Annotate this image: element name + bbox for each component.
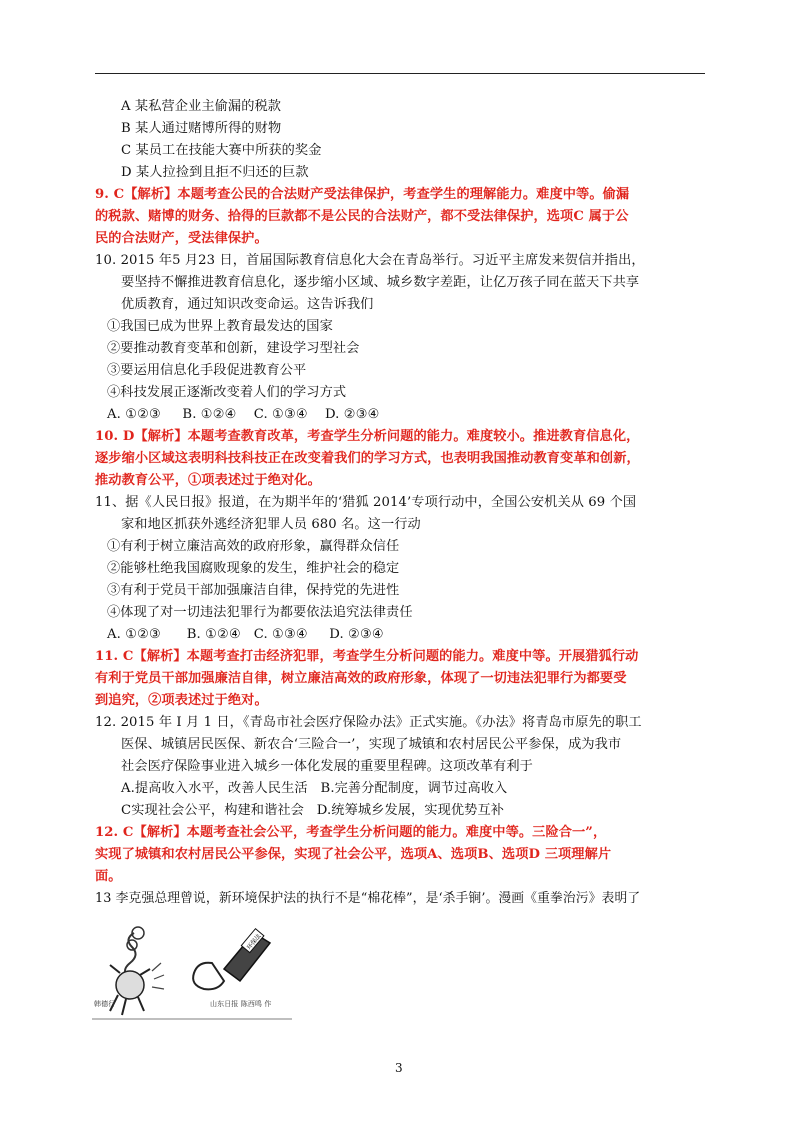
- cartoon-caption-right: 山东日报 陈西鸣 作: [210, 1000, 272, 1008]
- q10-item: ②要推动教育变革和创新，建设学习型社会: [107, 341, 360, 356]
- q9-option-b: B 某人通过赌博所得的财物: [121, 121, 282, 136]
- q12-stem-line: 12. 2015 年 I 月 1 日，《青岛市社会医疗保险办法》正式实施。《办法》将青岛市原先的职工: [95, 715, 642, 730]
- q10-answer-line: 推动教育公平，①项表述过于绝对化。: [95, 473, 321, 488]
- cartoon-caption-left: 韩德行: [94, 1000, 116, 1008]
- fist: [193, 963, 224, 990]
- q10-stem-line: 10. 2015 年5 月23 日，首届国际教育信息化大会在青岛举行。习近平主席发来贺信并指出，: [95, 253, 645, 268]
- q11-choices: A. ①②③ B. ①②④ C. ①③④ D. ②③④: [107, 627, 384, 642]
- q12-stem-line: 医保、城镇居民医保、新农合‘三险合一’，实现了城镇和农村居民公平参保，成为我市: [121, 737, 622, 752]
- q11-stem-line: 11、据《人民日报》报道，在为期半年的‘猎狐 2014’专项行动中，全国公安机关从 69 个国: [95, 495, 637, 510]
- q11-stem-line: 家和地区抓获外逃经济犯罪人员 680 名。这一行动: [121, 517, 421, 532]
- polluter-body: [116, 971, 144, 999]
- cartoon-image: [92, 912, 292, 1034]
- q9-option-d: D 某人拉捡到且拒不归还的巨款: [121, 165, 309, 180]
- q11-item: ②能够杜绝我国腐败现象的发生，维护社会的稳定: [107, 561, 400, 576]
- q9-option-a: A 某私营企业主偷漏的税款: [121, 99, 282, 114]
- q12-answer-line: 面。: [95, 869, 122, 884]
- q9-answer-line: 民的合法财产，受法律保护。: [95, 231, 268, 246]
- q11-answer-line: 到追究，②项表述过于绝对。: [95, 693, 268, 708]
- q11-item: ③有利于党员干部加强廉洁自律，保持党的先进性: [107, 583, 400, 598]
- fist-label: 环保法: [245, 932, 263, 952]
- q10-choices: A. ①②③ B. ①②④ C. ①③④ D. ②③④: [107, 407, 380, 422]
- q12-stem-line: 社会医疗保险事业进入城乡一体化发展的重要里程碑。这项改革有利于: [121, 759, 533, 774]
- q9-answer-line: 9. C【解析】本题考查公民的合法财产受法律保护，考查学生的理解能力。难度中等。偷漏: [95, 187, 630, 202]
- q12-answer-line: 实现了城镇和农村居民公平参保，实现了社会公平，选项A、选项B、选项D 三项理解片: [95, 847, 612, 862]
- page-number: 3: [395, 1061, 403, 1075]
- impact-lines: [152, 963, 164, 989]
- q10-item: ①我国已成为世界上教育最发达的国家: [107, 319, 333, 334]
- q12-option-row: C实现社会公平，构建和谐社会 D.统筹城乡发展，实现优势互补: [121, 803, 505, 818]
- q13-stem: 13 李克强总理曾说，新环境保护法的执行不是“棉花棒”，是‘杀手锏’。漫画《重拳治污》表明了: [95, 891, 641, 906]
- q10-answer-line: 10. D【解析】本题考查教育改革，考查学生分析问题的能力。难度较小。推进教育信息化，: [95, 429, 640, 444]
- q10-answer-line: 逐步缩小区域这表明科技科技正在改变着我们的学习方式，也表明我国推动教育变革和创新，: [95, 451, 640, 466]
- q10-item: ③要运用信息化手段促进教育公平: [107, 363, 307, 378]
- q11-item: ④体现了对一切违法犯罪行为都要依法追究法律责任: [107, 605, 413, 620]
- q10-stem-line: 要坚持不懈推进教育信息化，逐步缩小区域、城乡数字差距，让亿万孩子同在蓝天下共享: [121, 275, 640, 290]
- q10-item: ④科技发展正逐渐改变着人们的学习方式: [107, 385, 347, 400]
- smoke-puff: [127, 940, 137, 950]
- q10-stem-line: 优质教育，通过知识改变命运。这告诉我们: [121, 297, 374, 312]
- q11-item: ①有利于树立廉洁高效的政府形象，赢得群众信任: [107, 539, 400, 554]
- q11-answer-line: 有利于党员干部加强廉洁自律，树立廉洁高效的政府形象，体现了一切违法犯罪行为都要受: [95, 671, 627, 686]
- q9-option-c: C 某员工在技能大赛中所获的奖金: [121, 143, 322, 158]
- q9-answer-line: 的税款、赌博的财务、拾得的巨款都不是公民的合法财产，都不受法律保护，选项C 属于公: [95, 209, 629, 224]
- header-rule: [95, 73, 705, 74]
- q12-answer-line: 12. C【解析】本题考查社会公平，考查学生分析问题的能力。难度中等。三险合一”，: [95, 825, 607, 840]
- q11-answer-line: 11. C【解析】本题考查打击经济犯罪，考查学生分析问题的能力。难度中等。开展猎狐行动: [95, 649, 639, 664]
- q12-option-row: A.提高收入水平，改善人民生活 B.完善分配制度，调节过高收入: [121, 781, 508, 796]
